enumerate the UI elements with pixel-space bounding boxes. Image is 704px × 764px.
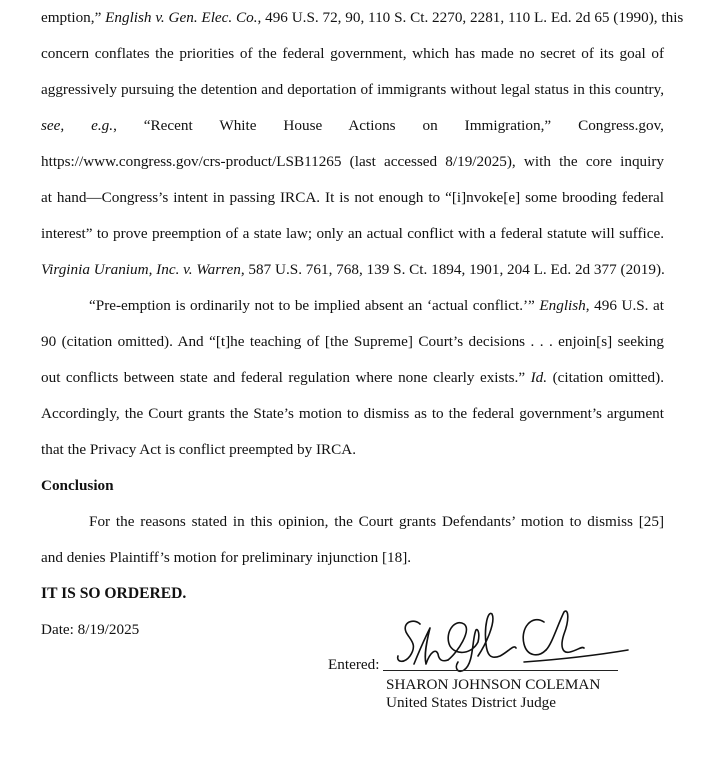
citation-italic: English v. Gen. Elec. Co.: [105, 9, 258, 26]
text-line: Accordingly, the Court grants the State’s motion to dismiss as to the federal government’s argument: [41, 405, 664, 422]
text-line: https://www.congress.gov/crs-product/LSB11265 (last accessed 8/19/2025), with the core inquiry: [41, 153, 664, 170]
citation-italic: English: [539, 297, 586, 314]
citation-italic: see, e.g.: [41, 117, 114, 134]
text-line: and denies Plaintiff’s motion for preliminary injunction [18].: [41, 549, 412, 566]
citation-italic: Virginia Uranium, Inc. v. Warren: [41, 261, 241, 278]
entered-label: Entered:: [328, 656, 380, 673]
conclusion-heading: Conclusion: [41, 477, 114, 494]
text-line: emption,” English v. Gen. Elec. Co., 496 U.S. 72, 90, 110 S. Ct. 2270, 2281, 110 L. Ed. 2d 65 (1990), this: [41, 9, 684, 26]
opinion-paragraph-preemption: [41, 0, 684, 288]
judge-name: SHARON JOHNSON COLEMAN: [386, 676, 601, 693]
citation-italic: Id.: [530, 369, 548, 386]
text-line: aggressively pursuing the detention and deportation of immigrants without legal status in this country,: [41, 81, 664, 98]
text-line: interest” to prove preemption of a state law; only an actual conflict with a federal statute will suffice.: [41, 225, 664, 242]
conclusion-paragraph: [41, 504, 664, 576]
text-line: concern conflates the priorities of the federal government, which has made no secret of its goal of: [41, 45, 664, 62]
so-ordered-statement: IT IS SO ORDERED.: [41, 585, 187, 602]
text-line: out conflicts between state and federal regulation where none clearly exists.” Id. (citation omitted).: [41, 369, 664, 386]
text-line: For the reasons stated in this opinion, the Court grants Defendants’ motion to dismiss [25]: [89, 513, 664, 530]
text-line: see, e.g., “Recent White House Actions on Immigration,” Congress.gov,: [41, 117, 664, 134]
text-line: Virginia Uranium, Inc. v. Warren, 587 U.S. 761, 768, 139 S. Ct. 1894, 1901, 204 L. Ed. 2d 377 (2019).: [41, 261, 665, 278]
opinion-paragraph-actual-conflict: [41, 288, 664, 468]
signature-line: [383, 670, 618, 671]
order-date: Date: 8/19/2025: [41, 621, 140, 638]
text-line: “Pre-emption is ordinarily not to be implied absent an ‘actual conflict.’” English, 496 U.S. at: [89, 297, 664, 314]
judge-signature: [392, 604, 632, 674]
text-line: 90 (citation omitted). And “[t]he teaching of [the Supreme] Court’s decisions . . . enjoin[s] seeking: [41, 333, 664, 350]
judge-title: United States District Judge: [386, 694, 556, 711]
text-line: at hand—Congress’s intent in passing IRCA. It is not enough to “[i]nvoke[e] some brooding federal: [41, 189, 664, 206]
text-line: that the Privacy Act is conflict preempted by IRCA.: [41, 441, 357, 458]
